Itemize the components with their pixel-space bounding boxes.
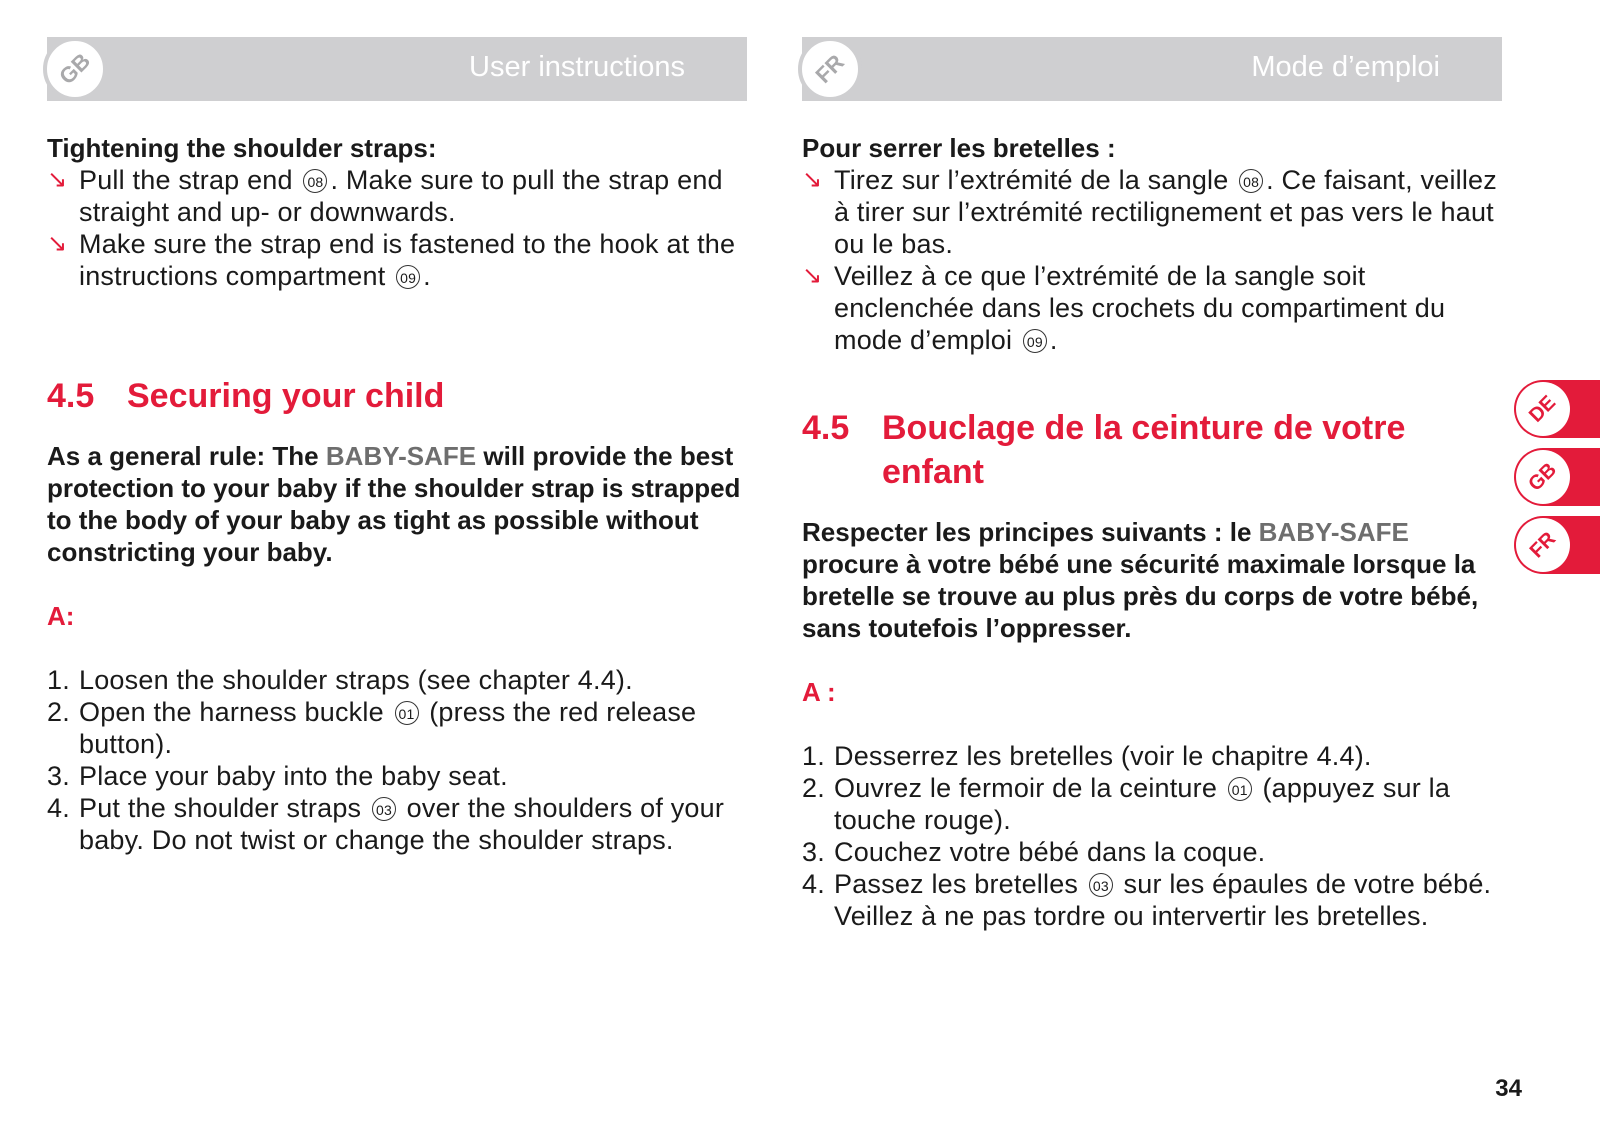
- tab-de[interactable]: DE: [1514, 380, 1600, 438]
- list-item: 2. Ouvrez le fermoir de la ceinture 01 (appuyez sur la touche rouge).: [802, 773, 1451, 835]
- section-heading-gb: 4.5 Securing your child: [47, 377, 445, 415]
- header-bar-gb: [47, 37, 747, 101]
- list-item: ↘ Make sure the strap end is fastened to the hook at the instructions compartment 09 .: [47, 229, 736, 291]
- list-item: 2. Open the harness buckle 01 (press the red release button).: [47, 697, 697, 759]
- header-title-fr: Mode d’emploi: [1251, 51, 1440, 83]
- list-item: 3. Place your baby into the baby seat.: [47, 761, 508, 791]
- arrow-bullet-icon: ↘: [802, 166, 823, 193]
- page-number: 34: [1495, 1075, 1522, 1102]
- steps-gb: [47, 664, 747, 856]
- tighten-title-gb: Tightening the shoulder straps:: [47, 133, 437, 163]
- content-gb: [47, 132, 747, 856]
- list-item: 4. Put the shoulder straps 03 over the shoulders of your baby. Do not twist or change the shoulder straps.: [47, 793, 725, 855]
- lang-badge-fr: FR: [798, 37, 862, 101]
- steps-fr: [802, 740, 1502, 932]
- circled-number-icon: 09: [1023, 329, 1047, 353]
- circled-number-icon: 08: [303, 169, 327, 193]
- intro-gb: As a general rule: The BABY-SAFE will provide the best protection to your baby if the shoulder strap is strapped to the body of your baby as tight as possible without constricting your baby.: [47, 441, 741, 567]
- circled-number-icon: 08: [1239, 169, 1263, 193]
- tighten-bullets-gb: [47, 164, 747, 292]
- tab-gb[interactable]: GB: [1514, 448, 1600, 506]
- circled-number-icon: 03: [372, 797, 396, 821]
- arrow-bullet-icon: ↘: [47, 230, 68, 257]
- section-heading-fr: 4.5 Bouclage de la ceinture de votre enfant: [802, 409, 1406, 491]
- list-item: ↘ Tirez sur l’extrémité de la sangle 08 . Ce faisant, veillez à tirer sur l’extrémité rectilignement et pas vers le haut ou le bas.: [802, 165, 1497, 259]
- tighten-bullets-fr: [802, 164, 1502, 356]
- circled-number-icon: 01: [395, 701, 419, 725]
- arrow-bullet-icon: ↘: [802, 262, 823, 289]
- label-a-fr: A :: [802, 677, 836, 707]
- header-bar-fr: [802, 37, 1502, 101]
- tab-fr[interactable]: FR: [1514, 516, 1600, 574]
- brand-name: BABY-SAFE: [1258, 517, 1409, 547]
- circled-number-icon: 09: [396, 265, 420, 289]
- list-item: 4. Passez les bretelles 03 sur les épaules de votre bébé. Veillez à ne pas tordre ou intervertir les bretelles.: [802, 869, 1492, 931]
- list-item: 1. Desserrez les bretelles (voir le chapitre 4.4).: [802, 741, 1372, 771]
- circled-number-icon: 01: [1228, 777, 1252, 801]
- arrow-bullet-icon: ↘: [47, 166, 68, 193]
- header-title-gb: User instructions: [469, 51, 685, 83]
- list-item: 3. Couchez votre bébé dans la coque.: [802, 837, 1266, 867]
- list-item: 1. Loosen the shoulder straps (see chapter 4.4).: [47, 665, 633, 695]
- label-a-gb: A:: [47, 601, 75, 631]
- content-fr: [802, 132, 1502, 932]
- brand-name: BABY-SAFE: [325, 441, 477, 471]
- list-item: ↘ Veillez à ce que l’extrémité de la sangle soit enclenchée dans les crochets du compartiment du mode d’emploi 09 .: [802, 261, 1446, 355]
- lang-badge-gb: GB: [43, 37, 107, 101]
- circled-number-icon: 03: [1089, 873, 1113, 897]
- tighten-title-fr: Pour serrer les bretelles :: [802, 133, 1116, 163]
- list-item: ↘ Pull the strap end 08 . Make sure to pull the strap end straight and up- or downwards.: [47, 165, 723, 227]
- intro-fr: Respecter les principes suivants : le BABY-SAFE procure à votre bébé une sécurité maximale lorsque la bretelle se trouve au plus près du corps de votre bébé, sans toutefois l’oppresser.: [802, 517, 1479, 643]
